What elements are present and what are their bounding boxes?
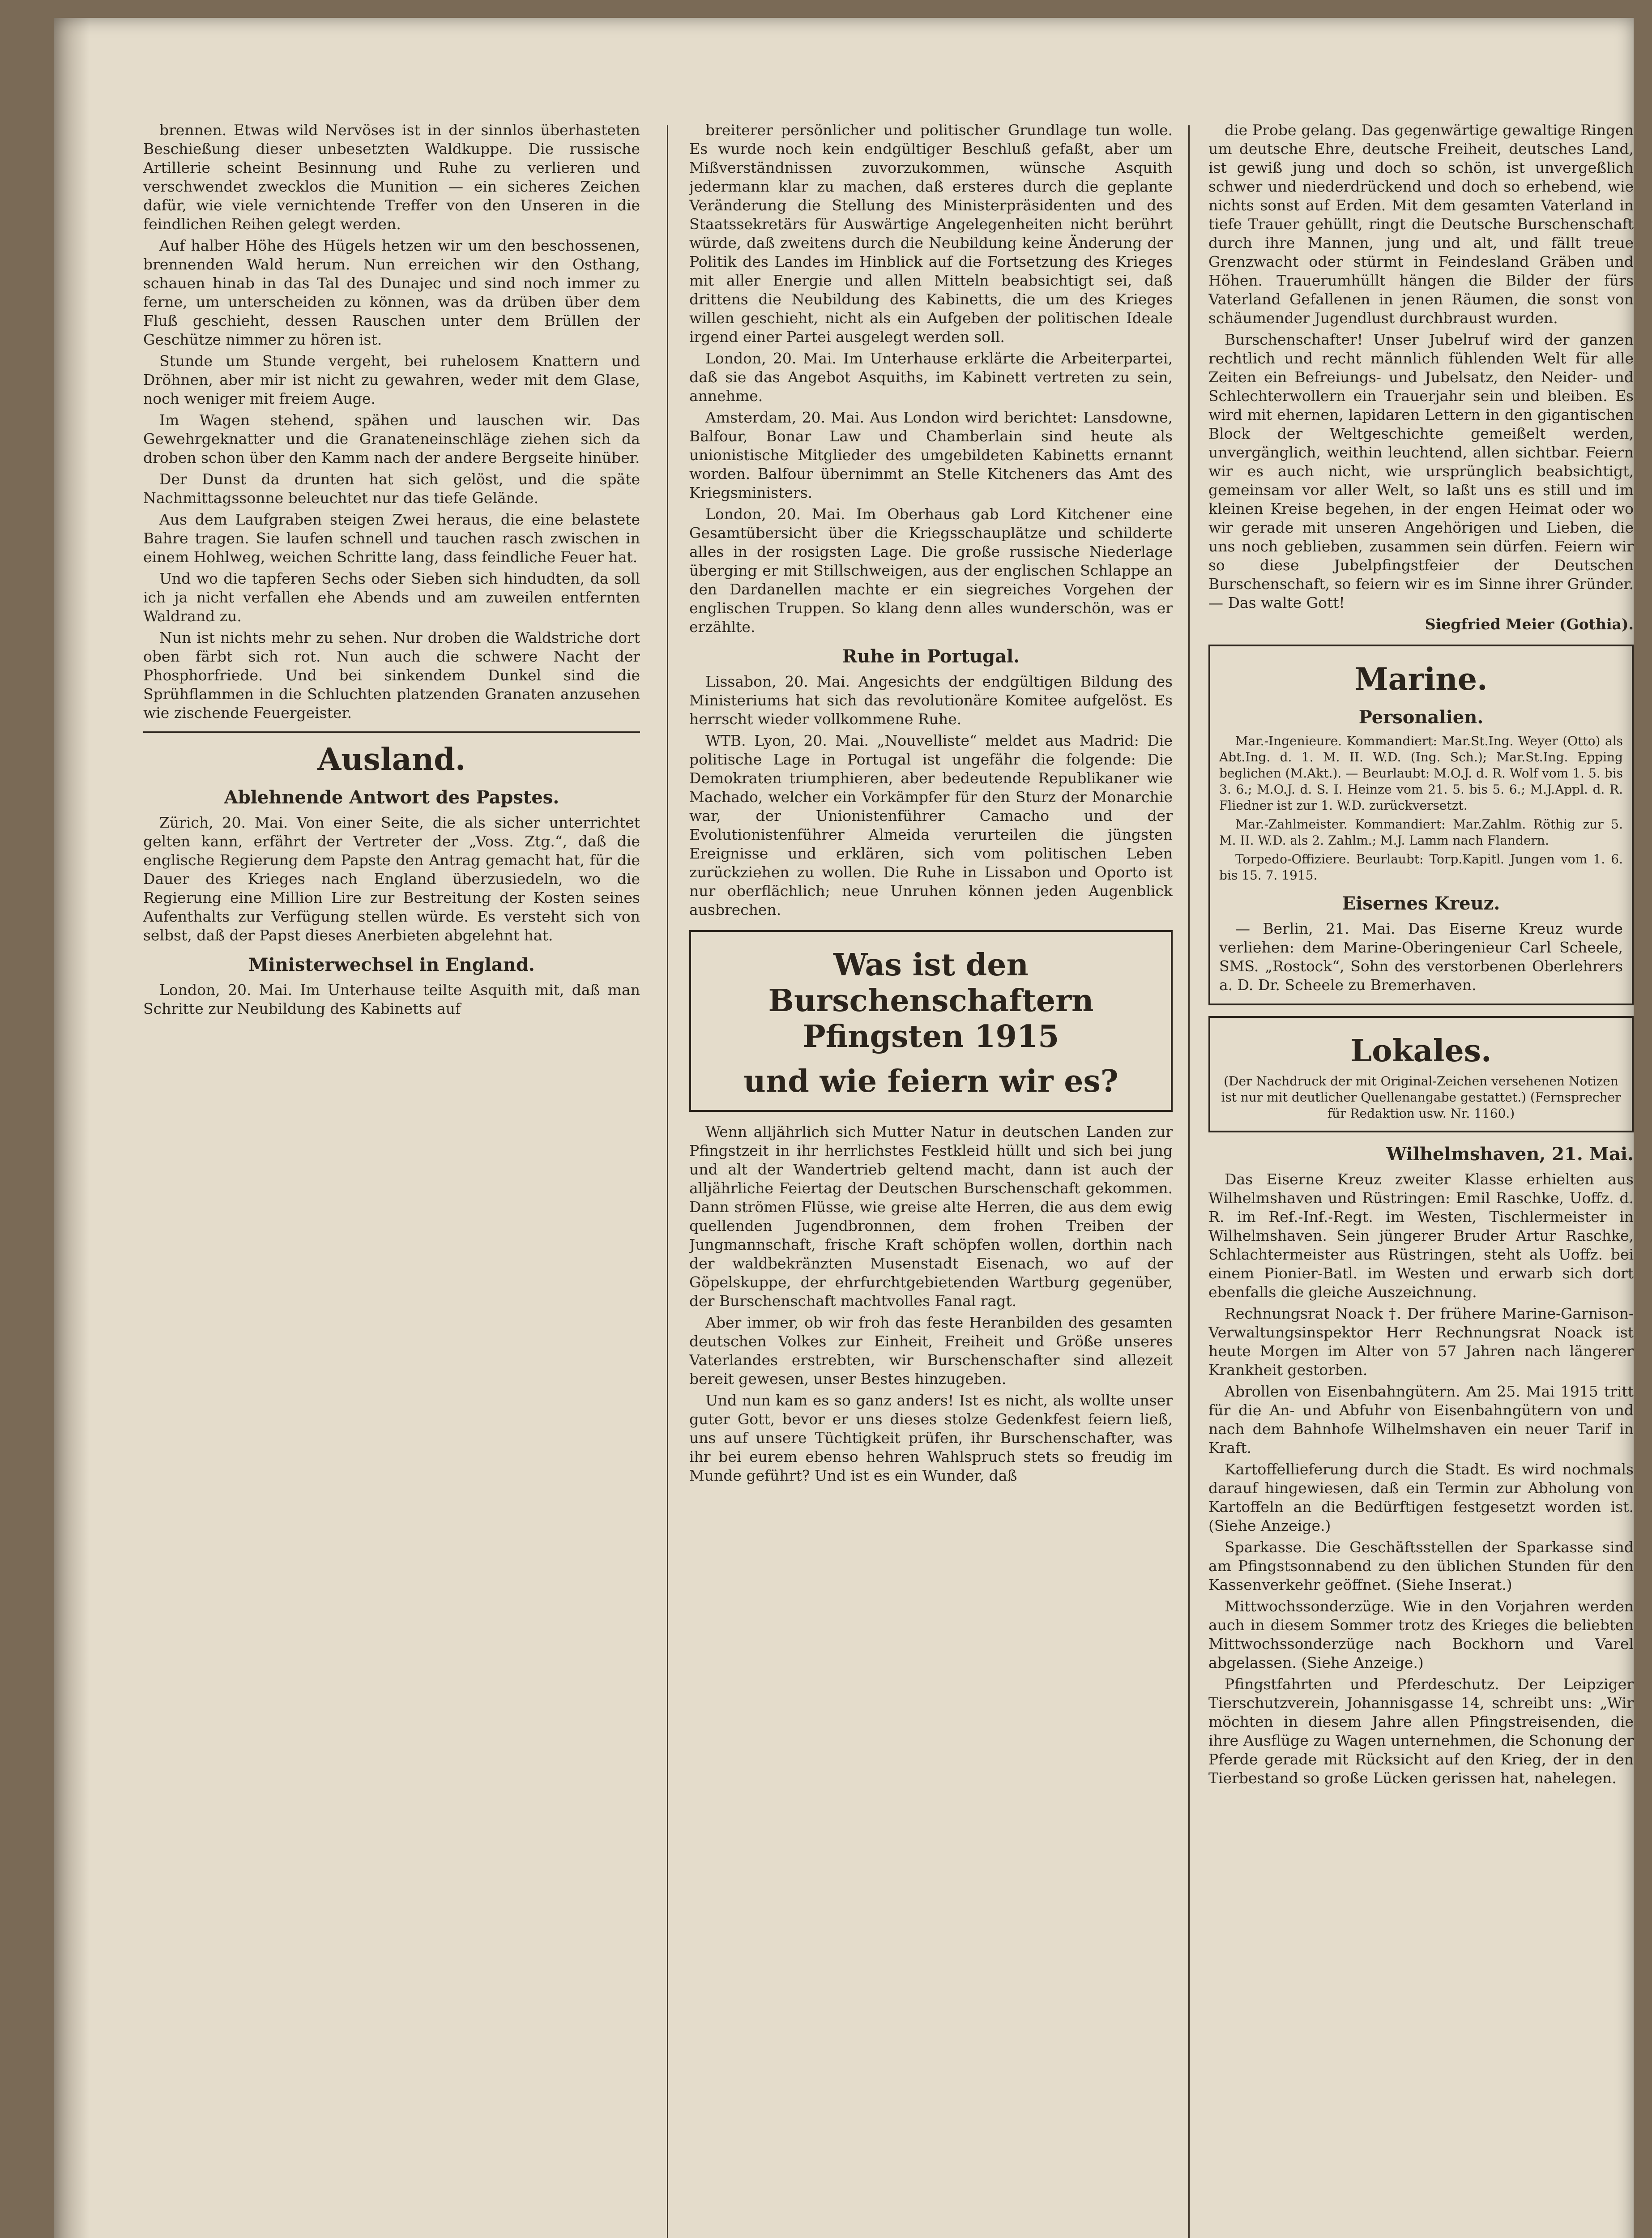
paragraph: Mittwochssonderzüge. Wie in den Vorjahren werden auch in diesem Sommer trotz des Krieges die beliebten Mittwochssonderzüge nach Bockhorn und Varel abgelassen. (Siehe Anzeige.)	[1208, 1597, 1634, 1671]
article-heading: Ruhe in Portugal.	[842, 646, 1020, 667]
section-heading-marine: Marine.	[1354, 662, 1488, 697]
column-3	[1208, 121, 1634, 2238]
divider	[143, 731, 640, 733]
paragraph: WTB. Lyon, 20. Mai. „Nouvelliste“ meldet aus Madrid: Die politische Lage in Portugal ist ungefähr die folgende: Die Demokraten triumphieren, aber bedeutende Republikaner wie Machado, welcher ein Vorkämpfer für den Sturz der Monarchie war, der Unionistenführer Camacho und der Evolutionistenführer Almeida verurteilen die jüngsten Ereignisse und erklären, sich vom politischen Leben zurückziehen zu wollen. Die Ruhe in Lissabon und Oporto ist nur oberflächlich; neue Unruhen können jeden Augenblick ausbrechen.	[689, 732, 1173, 918]
paragraph: Lissabon, 20. Mai. Angesichts der endgültigen Bildung des Ministeriums hat sich das revolutionäre Komitee aufgelöst. Es herrscht wieder vollkommene Ruhe.	[689, 673, 1173, 728]
paragraph: Stunde um Stunde vergeht, bei ruhelosem Knattern und Dröhnen, aber mir ist nicht zu gewahren, weder mit dem Glase, noch weniger mit freiem Auge.	[143, 352, 640, 407]
paragraph: die Probe gelang. Das gegenwärtige gewaltige Ringen um deutsche Ehre, deutsche Freiheit, deutsches Land, ist gewiß jung und doch so schön, ist unvergeßlich schwer und niederdrückend und doch so erhebend, wie nichts sonst auf Erden. Mit dem gesamten Vaterland in tiefe Trauer gehüllt, ringt die Deutsche Burschenschaft durch ihre Mannen, jung und alt, und fällt treue Grenzwacht oder stürmt in Feindesland Gräben und Höhen. Trauerumhüllt hängen die Bilder der fürs Vaterland Gefallenen in jenen Räumen, die sonst von schäumender Jugendlust durchbraust wurden.	[1208, 121, 1634, 327]
paragraph: Nun ist nichts mehr zu sehen. Nur droben die Waldstriche dort oben färbt sich rot. Nun auch die schwere Nacht der Phosphorfriede. Und bei sinkendem Dunkel sind die Sprühflammen in die Schluchten platzenden Granaten anzusehen wie zischende Feuergeister.	[143, 629, 640, 722]
paragraph: London, 20. Mai. Im Unterhause teilte Asquith mit, daß man Schritte zur Neubildung des Kabinetts auf	[143, 981, 640, 1017]
paragraph: Kartoffellieferung durch die Stadt. Es wird nochmals darauf hingewiesen, daß ein Termin zur Abholung von Kartoffeln an die Bedürftigen festgesetzt worden ist. (Siehe Anzeige.)	[1208, 1461, 1634, 1534]
paragraph: Rechnungsrat Noack †. Der frühere Marine-Garnison-Verwaltungsinspektor Herr Rechnungsrat Noack ist heute Morgen im Alter von 57 Jahren nach längerer Krankheit gestorben.	[1208, 1305, 1634, 1379]
article-heading: Ablehnende Antwort des Papstes.	[224, 787, 559, 808]
reprint-note: (Der Nachdruck der mit Original-Zeichen versehenen Notizen ist nur mit deutlicher Quellenangabe gestattet.) (Fernsprecher für Redaktion usw. Nr. 1160.)	[1221, 1074, 1621, 1121]
column-2	[689, 121, 1173, 2238]
paragraph: Der Dunst da drunten hat sich gelöst, und die späte Nachmittagssonne beleuchtet nur das tiefe Gelände.	[143, 470, 640, 507]
section-heading-lokales: Lokales.	[1350, 1033, 1492, 1069]
paragraph: Mar.-Ingenieure. Kommandiert: Mar.St.Ing. Weyer (Otto) als Abt.Ing. d. 1. M. II. W.D. (Ing. Sch.); Mar.St.Ing. Epping beglichen (M.Akt.). — Beurlaubt: M.O.J. d. R. Wolf vom 1. 5. bis 3. 6.; M.O.J. d. S. I. Heinze vom 21. 5. bis 5. 6.; M.J.Appl. d. R. Fliedner ist zur 1. W.D. zurückversetzt.	[1219, 734, 1623, 813]
paragraph: — Berlin, 21. Mai. Das Eiserne Kreuz wurde verliehen: dem Marine-Oberingenieur Carl Scheele, SMS. „Rostock“, Sohn des verstorbenen Oberlehrers a. D. Dr. Scheele zu Bremerhaven.	[1219, 920, 1623, 994]
article-heading: Ministerwechsel in England.	[248, 954, 535, 975]
paragraph: Und wo die tapferen Sechs oder Sieben sich hindudten, da soll ich ja nicht verfallen ehe Abends und am zuweilen entfernten Waldrand zu.	[143, 570, 640, 625]
column-rule	[667, 125, 668, 2238]
paragraph: Torpedo-Offiziere. Beurlaubt: Torp.Kapitl. Jungen vom 1. 6. bis 15. 7. 1915.	[1219, 852, 1623, 883]
paragraph: Und nun kam es so ganz anders! Ist es nicht, als wollte unser guter Gott, bevor er uns dieses stolze Gedenkfest feiern ließ, uns auf unsere Tüchtigkeit prüfen, ihr Burschenschafter, was ihr bei eurem ebenso hehren Wahlspruch stets so freudig im Munde geführt? Und ist es ein Wunder, daß	[689, 1392, 1173, 1484]
newspaper-page	[54, 18, 1634, 2238]
paragraph: Das Eiserne Kreuz zweiter Klasse erhielten aus Wilhelmshaven und Rüstringen: Emil Raschke, Uoffz. d. R. im Ref.-Inf.-Regt. im Westen, Tischlermeister in Wilhelmshaven. Sein jüngerer Bruder Artur Raschke, Schlachtermeister aus Rüstringen, steht als Uoffz. bei einem Pionier-Batl. im Westen und erwarb sich dort ebenfalls die gleiche Auszeichnung.	[1208, 1170, 1634, 1301]
subheading: Personalien.	[1358, 707, 1484, 728]
paragraph: Burschenschafter! Unser Jubelruf wird der ganzen rechtlich und recht männlich fühlenden Welt für alle Zeiten ein Befreiungs- und Jubelsatz, den Neider- und Schlechterwollern ein Trauerjahr sein und bleiben. Es wird mit ehernen, lapidaren Lettern in den gigantischen Block der Weltgeschichte gemeißelt werden, unvergänglich, weithin leuchtend, allen sichtbar. Feiern wir es auch nicht, wie ursprünglich beabsichtigt, gemeinsam vor aller Welt, so laßt uns es still und im kleinen Kreise begehen, in der engen Heimat oder wo wir gerade mit unseren Angehörigen und Lieben, die uns noch geblieben, zusammen sein dürfen. Feiern wir so diese Jubelpfingstfeier der Deutschen Burschenschaft, so feiern wir es im Sinne ihrer Gründer. — Das walte Gott!	[1208, 331, 1634, 611]
paragraph: Auf halber Höhe des Hügels hetzen wir um den beschossenen, brennenden Wald herum. Nun erreichen wir den Osthang, schauen hinab in das Tal des Dunajec und sind noch immer zu ferne, um unterscheiden zu können, was da drüben über dem Fluß geschieht, dessen Rauschen unter dem Brüllen der Geschütze nimmer zu hören ist.	[143, 237, 640, 348]
paragraph: Mar.-Zahlmeister. Kommandiert: Mar.Zahlm. Röthig zur 5. M. II. W.D. als 2. Zahlm.; M.J. Lamm nach Flandern.	[1219, 817, 1623, 848]
paragraph: Wenn alljährlich sich Mutter Natur in deutschen Landen zur Pfingstzeit in ihr herrlichstes Festkleid hüllt und sich bei jung und alt der Wandertrieb geltend macht, dann ist auch der alljährliche Feiertag der Deutschen Burschenschaft gekommen. Dann strömen Flüsse, wie greise alte Herren, die aus dem ewig quellenden Jugendbronnen, dem frohen Treiben der Jungmannschaft, frische Kraft schöpfen wollen, dorthin nach der waldbekränzten Musenstadt Eisenach, wo auf der Göpelskuppe, der ehrfurchtgebietenden Wartburg gegenüber, der Burschenschaft machtvolles Fanal ragt.	[689, 1123, 1173, 1310]
feature-subtitle: und wie feiern wir es?	[743, 1063, 1118, 1099]
paragraph: Sparkasse. Die Geschäftsstellen der Sparkasse sind am Pfingstsonnabend zu den üblichen Stunden für den Kassenverkehr geöffnet. (Siehe Inserat.)	[1208, 1538, 1634, 1593]
column-1	[143, 121, 640, 2238]
dateline: Wilhelmshaven, 21. Mai.	[1386, 1144, 1634, 1165]
column-rule	[1188, 125, 1190, 2238]
paragraph: Im Wagen stehend, spähen und lauschen wir. Das Gewehrgeknatter und die Granateneinschläge ziehen sich da droben schon über den Kamm nach der andere Bergseite hinüber.	[143, 411, 640, 466]
marine-box	[1208, 645, 1634, 1005]
subheading: Eisernes Kreuz.	[1342, 893, 1500, 914]
feature-article	[689, 930, 1173, 1112]
section-heading-ausland: Ausland.	[317, 742, 466, 777]
paragraph: Aus dem Laufgraben steigen Zwei heraus, die eine belastete Bahre tragen. Sie laufen schnell und tauchen rasch zwischen in einem Hohlweg, weichen Schritte lang, dass feindliche Feuer hat.	[143, 511, 640, 566]
paragraph: Zürich, 20. Mai. Von einer Seite, die als sicher unterrichtet gelten kann, erfährt der Vertreter der „Voss. Ztg.“, daß die englische Regierung dem Papste den Antrag gemacht hat, für die Dauer des Krieges nach England überzusiedeln, wo die Regierung eine Million Lire zur Bestreitung der Kosten seines Aufenthalts zur Verfügung stellen würde. Es versteht sich von selbst, daß der Papst dieses Anerbieten abgelehnt hat.	[143, 814, 640, 944]
lokales-box	[1208, 1016, 1634, 1132]
paragraph: Pfingstfahrten und Pferdeschutz. Der Leipziger Tierschutzverein, Johannisgasse 14, schreibt uns: „Wir möchten in diesem Jahre allen Pfingstreisenden, die ihre Ausflüge zu Wagen unternehmen, die Schonung der Pferde gerade mit Rücksicht auf den Krieg, der in den Tierbestand so große Lücken gerissen hat, nahelegen.	[1208, 1675, 1634, 1787]
paragraph: breiterer persönlicher und politischer Grundlage tun wolle. Es wurde noch kein endgültiger Beschluß gefaßt, aber um Mißverständnissen zuvorzukommen, wünsche Asquith jedermann klar zu machen, daß ersteres durch die geplante Veränderung die Stellung des Ministerpräsidenten und des Staatssekretärs für Auswärtige Angelegenheiten nicht berührt würde, daß zweitens durch die Neubildung keine Änderung der Politik des Landes im Hinblick auf die Fortsetzung des Krieges mit aller Energie und allen Mitteln beabsichtigt sei, daß drittens die Neubildung des Kabinetts, die um des Krieges willen geschieht, nicht als ein Aufgeben der politischen Ideale irgend einer Partei ausgelegt werden soll.	[689, 121, 1173, 346]
feature-title: Was ist den Burschenschaftern Pfingsten 1915	[768, 947, 1094, 1055]
paragraph: Abrollen von Eisenbahngütern. Am 25. Mai 1915 tritt für die An- und Abfuhr von Eisenbahngütern von und nach dem Bahnhofe Wilhelmshaven ein neuer Tarif in Kraft.	[1208, 1383, 1634, 1456]
signature: Siegfried Meier (Gothia).	[1425, 615, 1634, 633]
paragraph: Amsterdam, 20. Mai. Aus London wird berichtet: Lansdowne, Balfour, Bonar Law und Chamberlain sind heute als unionistische Mitglieder des umgebildeten Kabinetts ernannt worden. Balfour übernimmt an Stelle Kitcheners das Amt des Kriegsministers.	[689, 409, 1173, 501]
paragraph: Aber immer, ob wir froh das feste Heranbilden des gesamten deutschen Volkes zur Einheit, Freiheit und Größe unseres Vaterlandes erstrebten, wir Burschenschafter sind allezeit bereit gewesen, unser Bestes hinzugeben.	[689, 1314, 1173, 1388]
paragraph: brennen. Etwas wild Nervöses ist in der sinnlos überhasteten Beschießung dieser unbesetzten Waldkuppe. Die russische Artillerie scheint Besinnung und Ruhe zu verlieren und verschwendet zwecklos die Munition — ein sicheres Zeichen dafür, wie viele vernichtende Treffer von den Unseren in die feindlichen Reihen gelegt werden.	[143, 121, 640, 233]
paragraph: London, 20. Mai. Im Unterhause erklärte die Arbeiterpartei, daß sie das Angebot Asquiths, im Kabinett vertreten zu sein, annehme.	[689, 350, 1173, 405]
paragraph: London, 20. Mai. Im Oberhaus gab Lord Kitchener eine Gesamtübersicht über die Kriegsschauplätze und schilderte alles in der rosigsten Lage. Die große russische Niederlage überging er mit Stillschweigen, aus der englischen Schlappe an den Dardanellen machte er ein siegreiches Vorgehen der englischen Truppen. So klang denn alles wunderschön, was er erzählte.	[689, 505, 1173, 636]
